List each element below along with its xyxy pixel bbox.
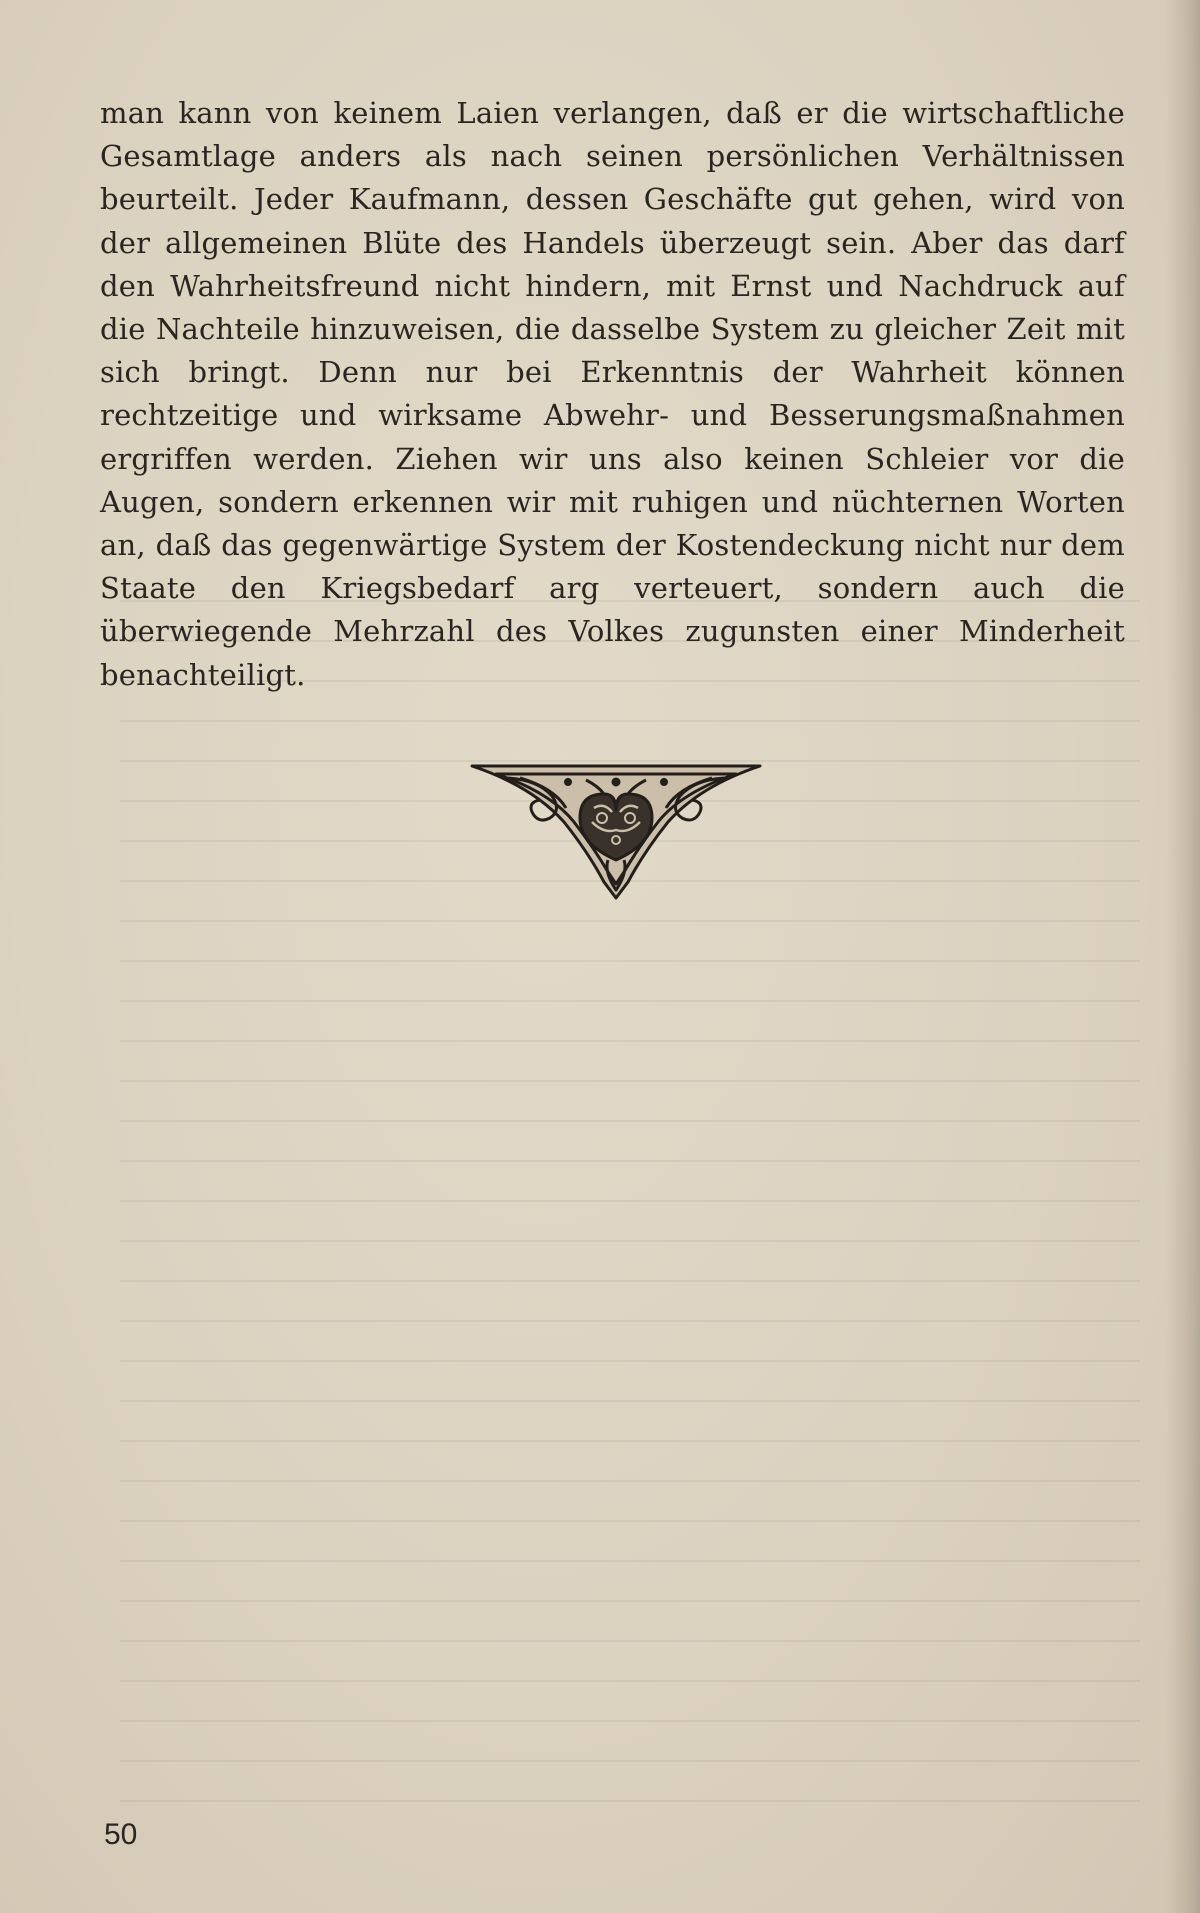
floral-vignette-icon <box>468 760 764 900</box>
page-edge-shadow <box>1166 0 1200 1913</box>
body-paragraph: man kann von keinem Laien verlangen, daß er die wirtschaftliche Gesamtlage anders als nach seinen persönlichen Verhältnissen beurteilt. Jeder Kaufmann, dessen Geschäfte gut gehen, wird von der allgemeinen Blüte des Handels überzeugt sein. Aber das darf den Wahrheitsfreund nicht hindern, mit Ernst und Nachdruck auf die Nachteile hinzuweisen, die dasselbe System zu gleicher Zeit mit sich bringt. Denn nur bei Erkenntnis der Wahrheit können rechtzeitige und wirksame Abwehr- und Besserungsmaßnahmen ergriffen werden. Ziehen wir uns also keinen Schleier vor die Augen, sondern erkennen wir mit ruhigen und nüchternen Worten an, daß das gegenwärtige System der Kostendeckung nicht nur dem Staate den Kriegsbedarf arg verteuert, sondern auch die überwiegende Mehrzahl des Volkes zugunsten einer Minderheit benachteiligt. <box>100 96 1125 692</box>
page-number: 50 <box>104 1818 138 1851</box>
